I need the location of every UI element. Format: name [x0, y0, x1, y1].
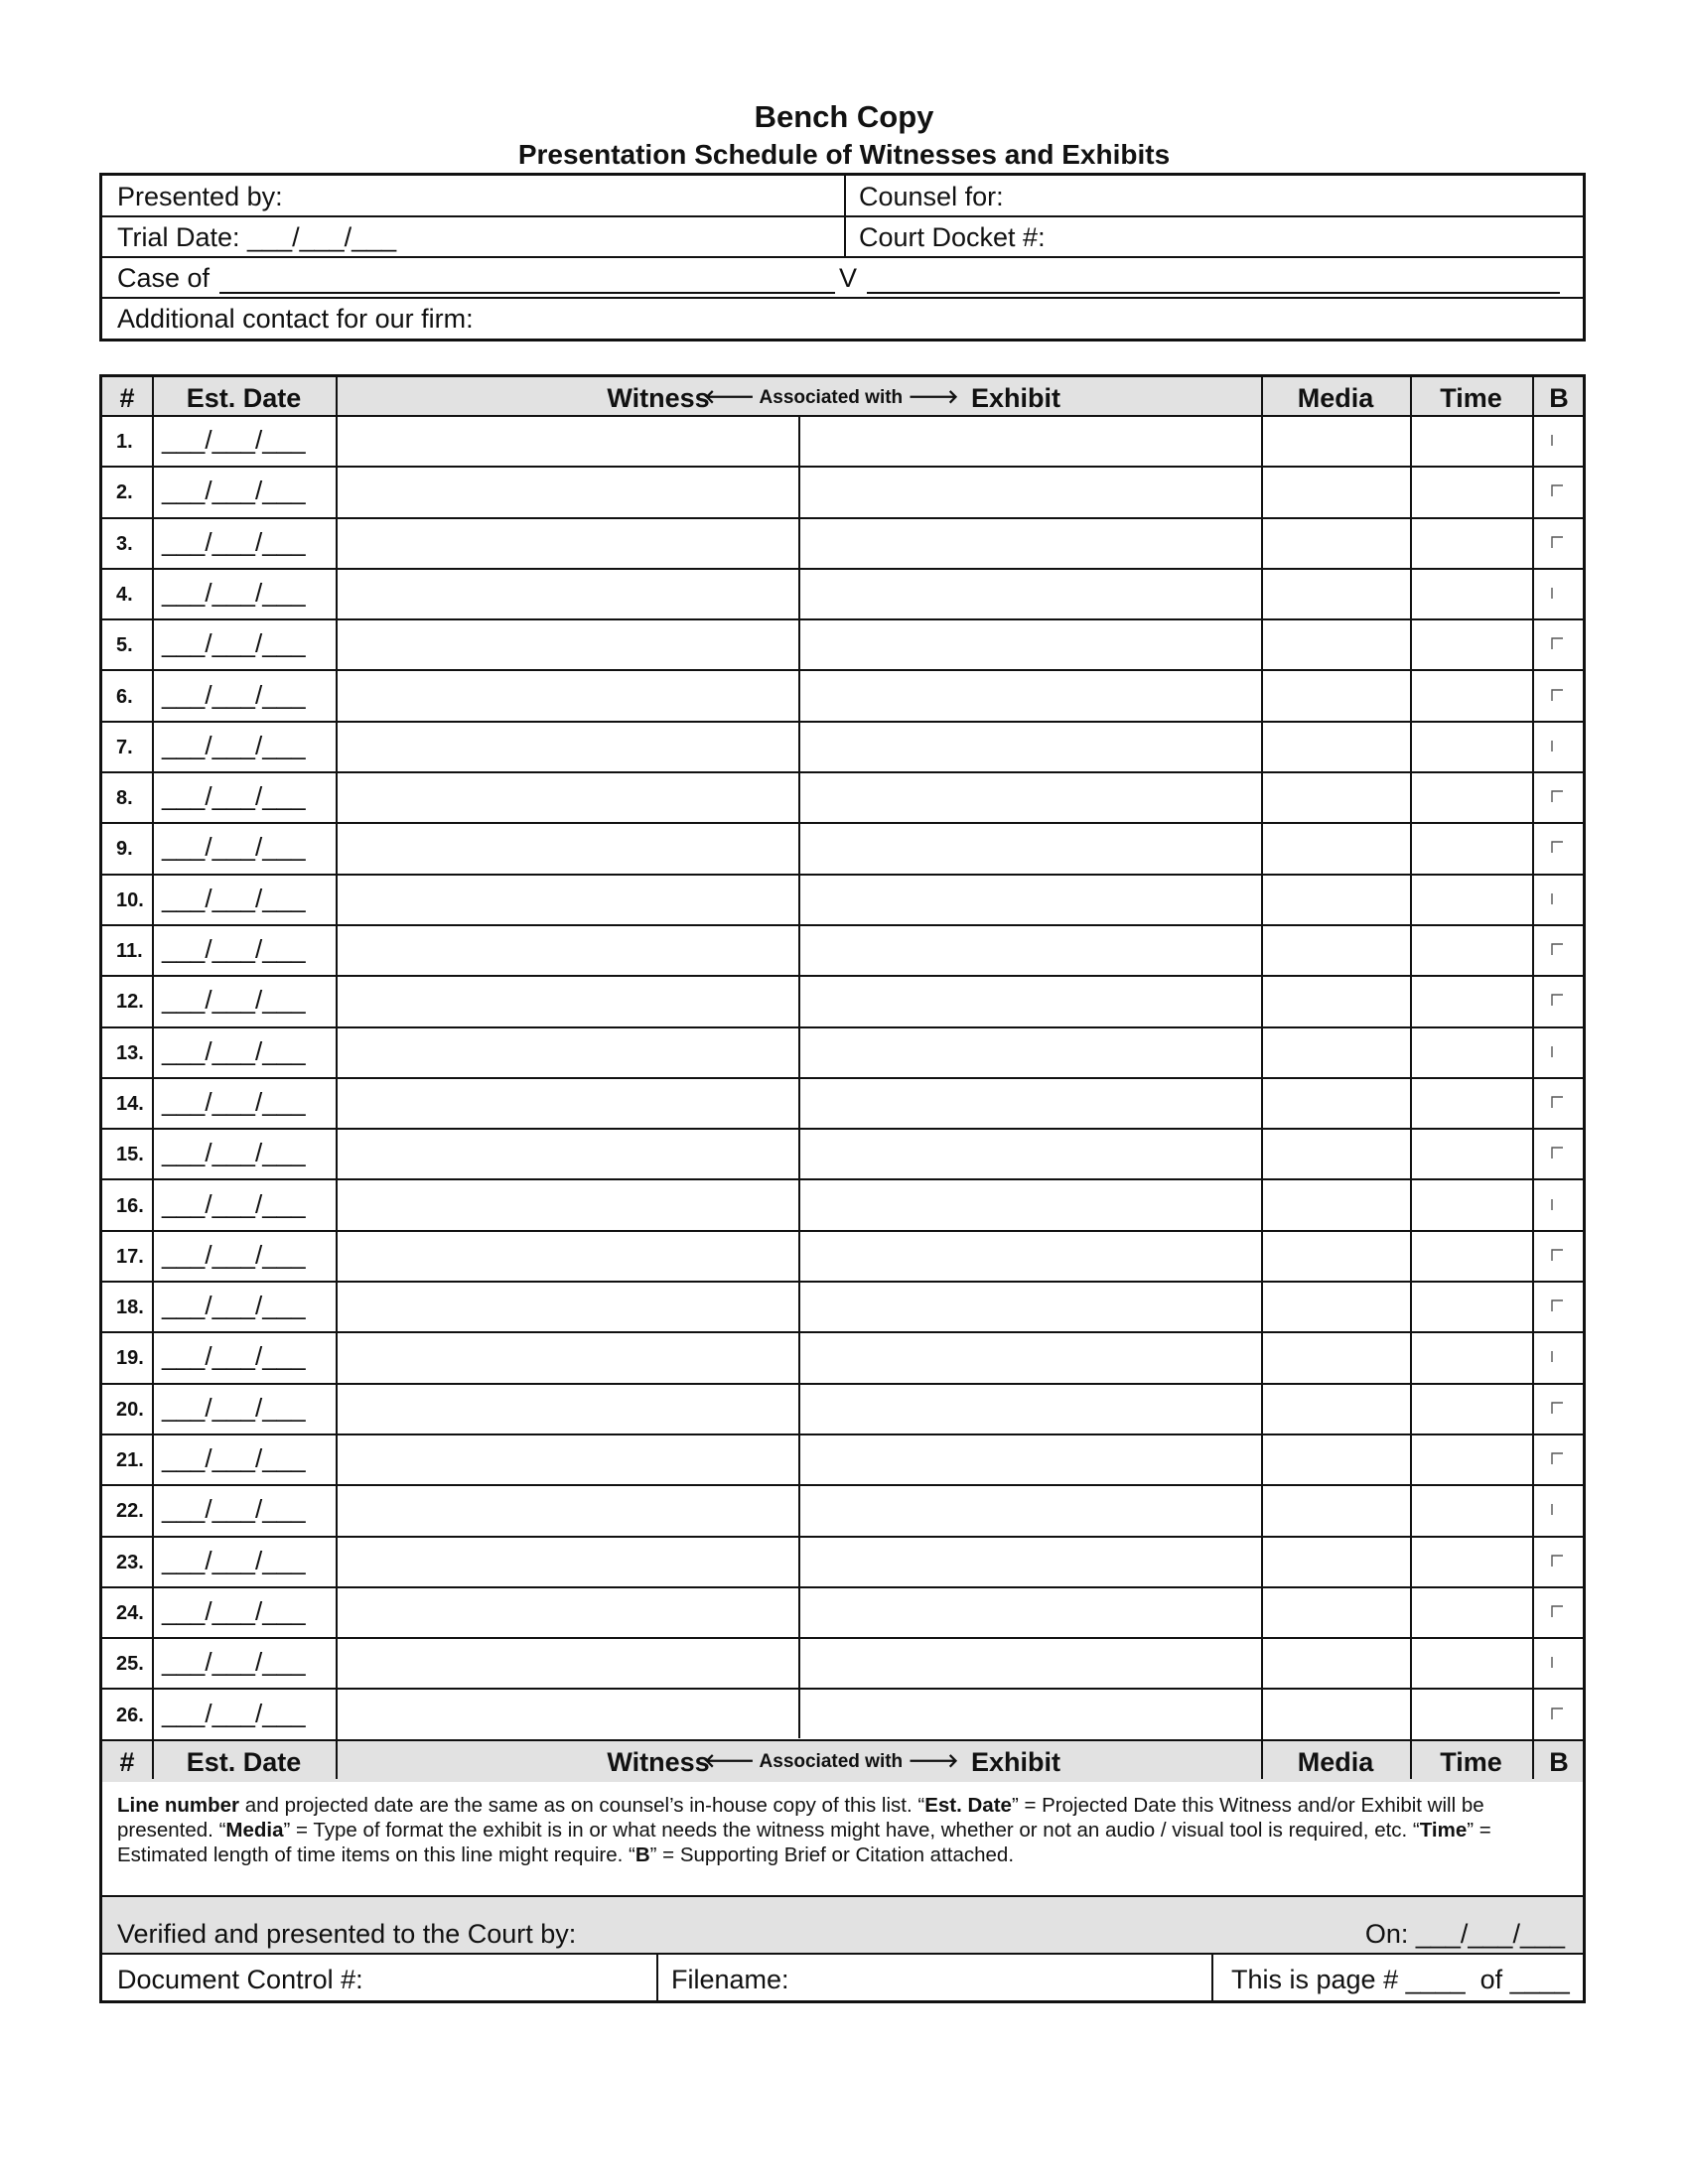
column-divider	[1211, 1955, 1213, 2003]
row-number: 3.	[116, 532, 133, 555]
page-title: Bench Copy	[754, 99, 934, 134]
header-associated-with: 🡐 Associated with 🡒	[704, 387, 959, 408]
row-est-date-field[interactable]: ___/___/___	[162, 425, 306, 455]
header-exhibit: Exhibit	[970, 383, 1060, 413]
footer-header-media: Media	[1297, 1747, 1374, 1777]
case-of-label: Case of	[117, 263, 211, 293]
row-media-cell[interactable]	[1263, 672, 1410, 721]
row-time-cell[interactable]	[1412, 620, 1532, 669]
row-est-date-field[interactable]: ___/___/___	[162, 1086, 306, 1117]
presented-by-field[interactable]: Presented by:	[117, 182, 283, 211]
row-est-date-field[interactable]: ___/___/___	[162, 577, 306, 608]
row-exhibit-cell[interactable]	[800, 1079, 1261, 1128]
table-row	[102, 977, 1583, 1027]
table-row	[102, 926, 1583, 977]
table-row	[102, 1639, 1583, 1690]
row-witness-cell[interactable]	[338, 926, 798, 975]
row-est-date-field[interactable]: ___/___/___	[162, 1341, 306, 1372]
legend-text-5: ” = Supporting Brief or Citation attached.	[649, 1843, 1015, 1866]
table-row	[102, 1385, 1583, 1435]
row-exhibit-cell[interactable]	[800, 1130, 1261, 1178]
row-time-cell[interactable]	[1412, 723, 1532, 771]
table-row	[102, 417, 1583, 468]
row-exhibit-cell[interactable]	[800, 1283, 1261, 1331]
row-number: 22.	[116, 1500, 144, 1523]
header-witness: Witness	[607, 383, 710, 413]
legend-text	[117, 1793, 1572, 1867]
row-number: 10.	[116, 888, 144, 911]
row-time-cell[interactable]	[1412, 1079, 1532, 1128]
footer-header-associated-with: 🡐 Associated with 🡒	[704, 1751, 959, 1772]
table-row	[102, 1691, 1583, 1741]
brief-checkbox-icon[interactable]	[1551, 1707, 1563, 1719]
row-exhibit-cell[interactable]	[800, 468, 1261, 516]
row-witness-cell[interactable]	[338, 519, 798, 568]
row-exhibit-cell[interactable]	[800, 723, 1261, 771]
brief-checkbox-icon[interactable]	[1551, 943, 1563, 955]
additional-contact-field[interactable]: Additional contact for our firm:	[117, 304, 474, 334]
row-exhibit-cell[interactable]	[800, 926, 1261, 975]
row-media-cell[interactable]	[1263, 1283, 1410, 1331]
row-est-date-field[interactable]: ___/___/___	[162, 1291, 306, 1321]
footer-header-num: #	[119, 1747, 135, 1777]
verified-on-date-field[interactable]: On: ___/___/___	[1364, 1919, 1565, 1949]
row-time-cell[interactable]	[1412, 468, 1532, 516]
row-witness-cell[interactable]	[338, 773, 798, 822]
footer-header-witness: Witness	[607, 1747, 710, 1777]
table-row	[102, 1181, 1583, 1232]
row-witness-cell[interactable]	[338, 1486, 798, 1535]
brief-checkbox-icon[interactable]	[1551, 740, 1563, 751]
page-subtitle: Presentation Schedule of Witnesses and Exhibits	[517, 139, 1171, 170]
brief-checkbox-icon[interactable]	[1551, 1249, 1563, 1261]
row-time-cell[interactable]	[1412, 1538, 1532, 1586]
row-witness-cell[interactable]	[338, 1435, 798, 1484]
row-media-cell[interactable]	[1263, 1691, 1410, 1739]
brief-checkbox-icon[interactable]	[1551, 1452, 1563, 1464]
row-time-cell[interactable]	[1412, 1385, 1532, 1433]
row-time-cell[interactable]	[1412, 1691, 1532, 1739]
row-media-cell[interactable]	[1263, 1588, 1410, 1637]
row-est-date-field[interactable]: ___/___/___	[162, 934, 306, 964]
case-plaintiff-line[interactable]	[219, 270, 835, 294]
row-time-cell[interactable]	[1412, 773, 1532, 822]
col-line-media	[1410, 377, 1412, 1779]
table-row	[102, 570, 1583, 620]
verified-by-field[interactable]: Verified and presented to the Court by:	[117, 1919, 577, 1949]
row-time-cell[interactable]	[1412, 824, 1532, 873]
row-time-cell[interactable]	[1412, 417, 1532, 466]
col-line-date	[336, 377, 338, 1779]
table-row	[102, 519, 1583, 570]
row-number: 11.	[116, 940, 143, 962]
brief-checkbox-icon[interactable]	[1551, 892, 1563, 904]
row-media-cell[interactable]	[1263, 1130, 1410, 1178]
row-media-cell[interactable]	[1263, 1385, 1410, 1433]
schedule-table	[99, 374, 1586, 1782]
legend-term-b: B	[634, 1843, 650, 1866]
table-row	[102, 773, 1583, 824]
table-row	[102, 1283, 1583, 1333]
table-footer-header-row	[102, 1741, 1583, 1782]
brief-checkbox-icon[interactable]	[1551, 994, 1563, 1006]
table-row	[102, 1538, 1583, 1588]
legend-term-line-number: Line number	[117, 1794, 240, 1817]
brief-checkbox-icon[interactable]	[1551, 1045, 1563, 1057]
column-divider	[844, 176, 846, 215]
row-time-cell[interactable]	[1412, 1435, 1532, 1484]
row-time-cell[interactable]	[1412, 1283, 1532, 1331]
row-exhibit-cell[interactable]	[800, 1385, 1261, 1433]
col-line-num	[152, 377, 154, 1779]
brief-checkbox-icon[interactable]	[1551, 1605, 1563, 1617]
table-row	[102, 620, 1583, 671]
row-est-date-field[interactable]: ___/___/___	[162, 1595, 306, 1626]
table-row	[102, 1588, 1583, 1639]
row-witness-cell[interactable]	[338, 1588, 798, 1637]
row-exhibit-cell[interactable]	[800, 773, 1261, 822]
row-exhibit-cell[interactable]	[800, 1232, 1261, 1281]
brief-checkbox-icon[interactable]	[1551, 1503, 1563, 1515]
row-witness-cell[interactable]	[338, 1130, 798, 1178]
row-exhibit-cell[interactable]	[800, 1588, 1261, 1637]
column-divider	[656, 1955, 658, 2003]
header-b: B	[1549, 383, 1569, 413]
info-row-trial	[102, 217, 1583, 258]
table-row	[102, 1028, 1583, 1079]
row-media-cell[interactable]	[1263, 1486, 1410, 1535]
row-witness-cell[interactable]	[338, 1333, 798, 1382]
row-time-cell[interactable]	[1412, 672, 1532, 721]
versus-label: V	[839, 263, 858, 293]
table-row	[102, 876, 1583, 926]
filename-field[interactable]: Filename:	[671, 1965, 789, 1994]
row-time-cell[interactable]	[1412, 1232, 1532, 1281]
brief-checkbox-icon[interactable]	[1551, 841, 1563, 853]
row-media-cell[interactable]	[1263, 773, 1410, 822]
row-exhibit-cell[interactable]	[800, 1486, 1261, 1535]
row-number: 25.	[116, 1653, 144, 1676]
counsel-for-field[interactable]: Counsel for:	[859, 182, 1004, 211]
row-exhibit-cell[interactable]	[800, 1639, 1261, 1688]
footer-header-time: Time	[1440, 1747, 1502, 1777]
row-est-date-field[interactable]: ___/___/___	[162, 883, 306, 913]
row-est-date-field[interactable]: ___/___/___	[162, 781, 306, 812]
row-witness-cell[interactable]	[338, 1538, 798, 1586]
row-media-cell[interactable]	[1263, 1028, 1410, 1077]
row-witness-cell[interactable]	[338, 1691, 798, 1739]
row-exhibit-cell[interactable]	[800, 876, 1261, 924]
header-time: Time	[1440, 383, 1502, 413]
row-exhibit-cell[interactable]	[800, 417, 1261, 466]
brief-checkbox-icon[interactable]	[1551, 1555, 1563, 1567]
brief-checkbox-icon[interactable]	[1551, 434, 1563, 446]
row-est-date-field[interactable]: ___/___/___	[162, 526, 306, 557]
row-time-cell[interactable]	[1412, 570, 1532, 618]
brief-checkbox-icon[interactable]	[1551, 1096, 1563, 1108]
brief-checkbox-icon[interactable]	[1551, 1299, 1563, 1311]
info-row-presented	[102, 176, 1583, 217]
row-est-date-field[interactable]: ___/___/___	[162, 1138, 306, 1168]
table-row	[102, 1333, 1583, 1384]
row-est-date-field[interactable]: ___/___/___	[162, 985, 306, 1016]
row-time-cell[interactable]	[1412, 1181, 1532, 1230]
verification-row	[102, 1895, 1583, 1955]
footer-header-est-date: Est. Date	[186, 1747, 302, 1777]
row-time-cell[interactable]	[1412, 519, 1532, 568]
row-est-date-field[interactable]: ___/___/___	[162, 1239, 306, 1270]
brief-checkbox-icon[interactable]	[1551, 484, 1563, 496]
row-number: 9.	[116, 838, 133, 861]
brief-checkbox-icon[interactable]	[1551, 1402, 1563, 1414]
row-witness-cell[interactable]	[338, 620, 798, 669]
row-number: 23.	[116, 1551, 144, 1573]
row-number: 13.	[116, 1041, 144, 1064]
row-witness-cell[interactable]	[338, 1181, 798, 1230]
row-exhibit-cell[interactable]	[800, 1435, 1261, 1484]
row-est-date-field[interactable]: ___/___/___	[162, 832, 306, 863]
row-time-cell[interactable]	[1412, 1130, 1532, 1178]
table-row	[102, 672, 1583, 723]
row-witness-cell[interactable]	[338, 1639, 798, 1688]
row-witness-cell[interactable]	[338, 1385, 798, 1433]
row-exhibit-cell[interactable]	[800, 620, 1261, 669]
table-header-row	[102, 377, 1583, 417]
row-media-cell[interactable]	[1263, 977, 1410, 1025]
legend-text-1: and projected date are the same as on counsel’s in-house copy of this list. “	[239, 1794, 925, 1817]
row-est-date-field[interactable]: ___/___/___	[162, 628, 306, 659]
footer-header-b: B	[1549, 1747, 1569, 1777]
row-witness-cell[interactable]	[338, 1283, 798, 1331]
row-time-cell[interactable]	[1412, 977, 1532, 1025]
row-media-cell[interactable]	[1263, 570, 1410, 618]
legend-text-3: ” = Type of format the exhibit is in or what needs the witness might have, whether or not an audio / visual tool is required, etc. “	[283, 1819, 1420, 1842]
trial-date-field[interactable]: Trial Date: ___/___/___	[117, 222, 397, 252]
row-est-date-field[interactable]: ___/___/___	[162, 1698, 306, 1728]
legend-term-est-date: Est. Date	[924, 1794, 1012, 1817]
legend-term-media: Media	[225, 1819, 284, 1842]
document-control-row	[102, 1955, 1583, 2003]
row-witness-cell[interactable]	[338, 570, 798, 618]
brief-checkbox-icon[interactable]	[1551, 689, 1563, 701]
row-media-cell[interactable]	[1263, 417, 1410, 466]
row-media-cell[interactable]	[1263, 1079, 1410, 1128]
row-time-cell[interactable]	[1412, 1333, 1532, 1382]
table-row	[102, 723, 1583, 773]
row-witness-cell[interactable]	[338, 468, 798, 516]
legend-term-time: Time	[1419, 1819, 1468, 1842]
row-exhibit-cell[interactable]	[800, 1538, 1261, 1586]
row-exhibit-cell[interactable]	[800, 824, 1261, 873]
case-defendant-line[interactable]	[867, 270, 1560, 294]
row-number: 8.	[116, 787, 133, 810]
row-number: 19.	[116, 1347, 144, 1370]
row-number: 24.	[116, 1601, 144, 1624]
row-media-cell[interactable]	[1263, 1232, 1410, 1281]
row-exhibit-cell[interactable]	[800, 1181, 1261, 1230]
row-number: 17.	[116, 1245, 144, 1268]
brief-checkbox-icon[interactable]	[1551, 1350, 1563, 1362]
legend-text-4: ” = Estimated length of time items on this line might require. “	[117, 1819, 1491, 1866]
court-docket-field[interactable]: Court Docket #:	[859, 222, 1046, 252]
table-row	[102, 1130, 1583, 1180]
row-est-date-field[interactable]: ___/___/___	[162, 679, 306, 710]
row-est-date-field[interactable]: ___/___/___	[162, 1188, 306, 1219]
row-exhibit-cell[interactable]	[800, 977, 1261, 1025]
info-row-additional	[102, 299, 1583, 339]
row-witness-cell[interactable]	[338, 977, 798, 1025]
row-est-date-field[interactable]: ___/___/___	[162, 1545, 306, 1575]
row-witness-cell[interactable]	[338, 417, 798, 466]
row-media-cell[interactable]	[1263, 1435, 1410, 1484]
row-witness-cell[interactable]	[338, 1028, 798, 1077]
row-witness-cell[interactable]	[338, 723, 798, 771]
row-number: 7.	[116, 736, 133, 758]
row-est-date-field[interactable]: ___/___/___	[162, 1647, 306, 1678]
footer-block	[99, 1779, 1586, 2003]
row-number: 14.	[116, 1092, 144, 1115]
row-time-cell[interactable]	[1412, 1588, 1532, 1637]
row-exhibit-cell[interactable]	[800, 1691, 1261, 1739]
table-row	[102, 1435, 1583, 1486]
row-witness-cell[interactable]	[338, 824, 798, 873]
row-number: 2.	[116, 481, 133, 504]
column-divider	[844, 217, 846, 256]
case-info-block	[99, 173, 1586, 341]
brief-checkbox-icon[interactable]	[1551, 790, 1563, 802]
row-est-date-field[interactable]: ___/___/___	[162, 476, 306, 506]
row-number: 12.	[116, 991, 144, 1014]
legend-text-2: ” = Projected Date this Witness and/or Exhibit will be presented. “	[117, 1794, 1484, 1842]
brief-checkbox-icon[interactable]	[1551, 587, 1563, 599]
row-media-cell[interactable]	[1263, 468, 1410, 516]
header-num: #	[119, 383, 135, 413]
row-exhibit-cell[interactable]	[800, 570, 1261, 618]
row-time-cell[interactable]	[1412, 1028, 1532, 1077]
row-est-date-field[interactable]: ___/___/___	[162, 1035, 306, 1066]
row-witness-cell[interactable]	[338, 1232, 798, 1281]
row-witness-cell[interactable]	[338, 876, 798, 924]
row-est-date-field[interactable]: ___/___/___	[162, 1443, 306, 1473]
row-time-cell[interactable]	[1412, 1486, 1532, 1535]
row-media-cell[interactable]	[1263, 926, 1410, 975]
row-number: 21.	[116, 1449, 144, 1471]
row-time-cell[interactable]	[1412, 926, 1532, 975]
row-exhibit-cell[interactable]	[800, 1333, 1261, 1382]
row-exhibit-cell[interactable]	[800, 1028, 1261, 1077]
row-witness-cell[interactable]	[338, 672, 798, 721]
footer-header-exhibit: Exhibit	[970, 1747, 1060, 1777]
brief-checkbox-icon[interactable]	[1551, 536, 1563, 548]
row-number: 4.	[116, 583, 133, 606]
brief-checkbox-icon[interactable]	[1551, 1147, 1563, 1159]
row-media-cell[interactable]	[1263, 1181, 1410, 1230]
row-number: 6.	[116, 685, 133, 708]
brief-checkbox-icon[interactable]	[1551, 1656, 1563, 1668]
brief-checkbox-icon[interactable]	[1551, 637, 1563, 649]
brief-checkbox-icon[interactable]	[1551, 1198, 1563, 1210]
row-time-cell[interactable]	[1412, 876, 1532, 924]
row-media-cell[interactable]	[1263, 519, 1410, 568]
document-control-field[interactable]: Document Control #:	[117, 1965, 363, 1994]
table-row	[102, 824, 1583, 875]
header-est-date: Est. Date	[186, 383, 302, 413]
row-number: 18.	[116, 1297, 144, 1319]
row-witness-cell[interactable]	[338, 1079, 798, 1128]
table-row	[102, 1232, 1583, 1283]
table-row	[102, 468, 1583, 518]
table-row	[102, 1486, 1583, 1537]
row-est-date-field[interactable]: ___/___/___	[162, 1494, 306, 1525]
row-est-date-field[interactable]: ___/___/___	[162, 730, 306, 760]
col-line-exhibit	[1261, 377, 1263, 1779]
row-number: 16.	[116, 1194, 144, 1217]
row-exhibit-cell[interactable]	[800, 672, 1261, 721]
row-media-cell[interactable]	[1263, 1639, 1410, 1688]
header-media: Media	[1297, 383, 1374, 413]
row-exhibit-cell[interactable]	[800, 519, 1261, 568]
page-number-field[interactable]: This is page # ____ of ____	[1231, 1965, 1570, 1994]
info-row-case	[102, 258, 1583, 299]
row-media-cell[interactable]	[1263, 1333, 1410, 1382]
row-media-cell[interactable]	[1263, 620, 1410, 669]
row-media-cell[interactable]	[1263, 876, 1410, 924]
row-number: 20.	[116, 1398, 144, 1421]
row-number: 15.	[116, 1144, 144, 1166]
row-est-date-field[interactable]: ___/___/___	[162, 1392, 306, 1423]
row-number: 26.	[116, 1704, 144, 1726]
row-media-cell[interactable]	[1263, 1538, 1410, 1586]
row-media-cell[interactable]	[1263, 723, 1410, 771]
col-line-time	[1532, 377, 1534, 1779]
row-time-cell[interactable]	[1412, 1639, 1532, 1688]
row-media-cell[interactable]	[1263, 824, 1410, 873]
row-number: 5.	[116, 634, 133, 657]
row-number: 1.	[116, 431, 133, 453]
col-line-witness	[798, 417, 800, 1738]
table-row	[102, 1079, 1583, 1130]
